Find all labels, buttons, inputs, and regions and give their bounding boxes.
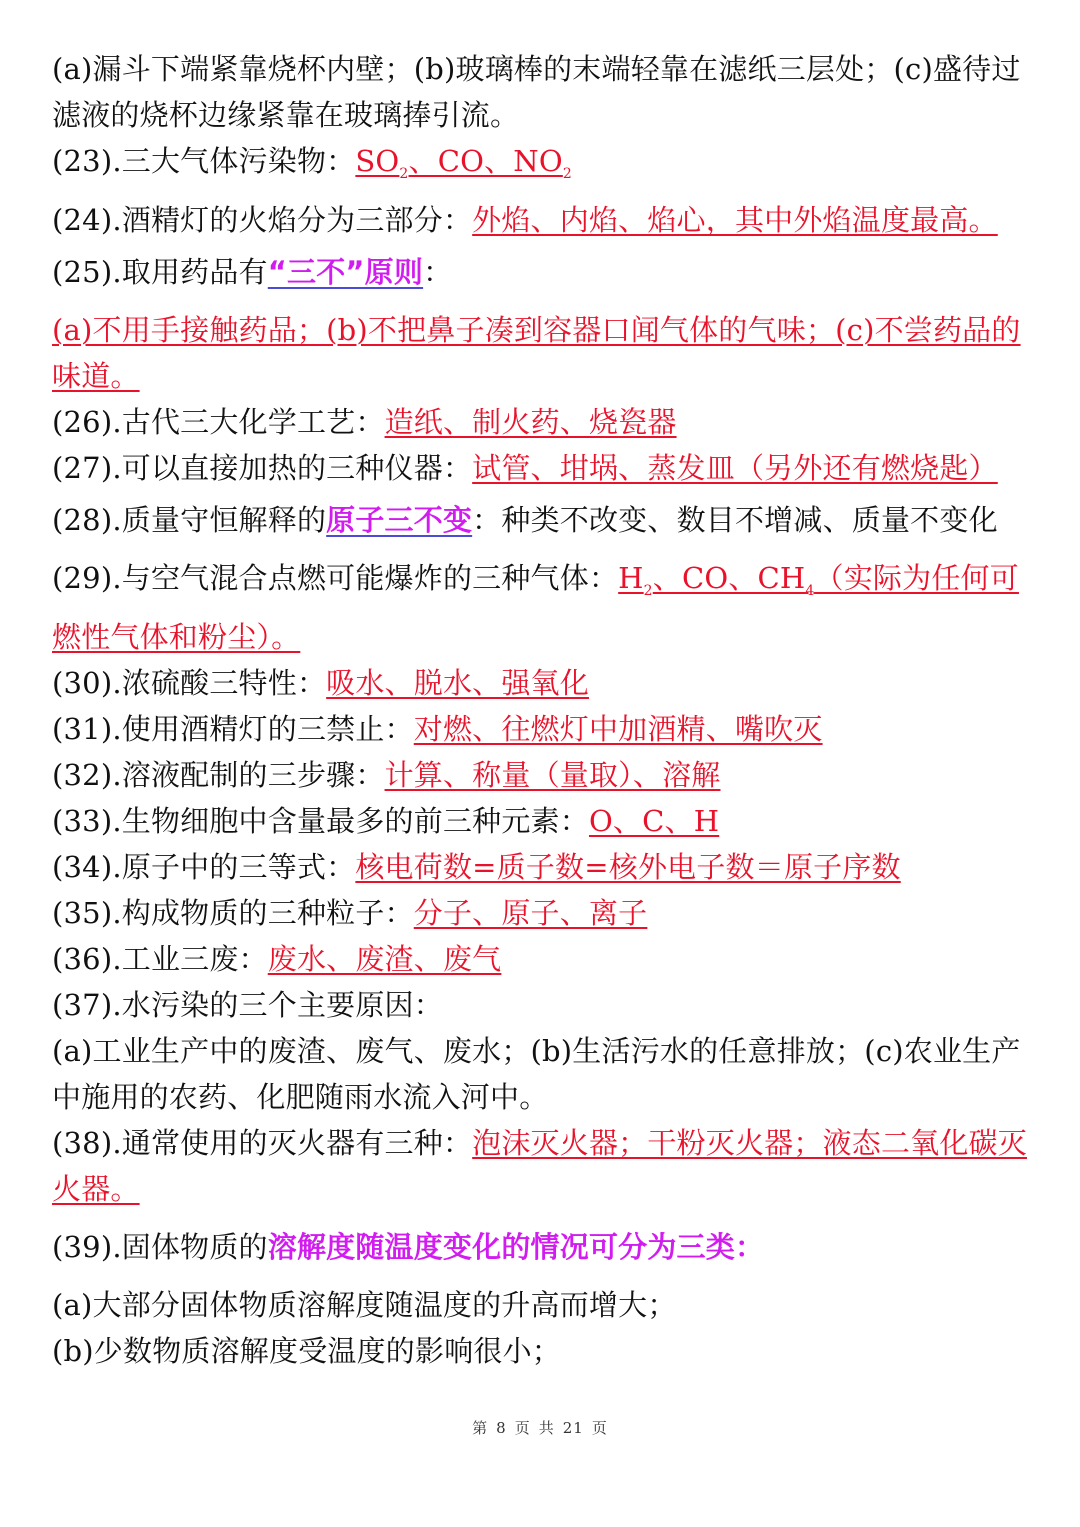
item-38-question: (38).通常使用的灭火器有三种： (52, 1125, 473, 1160)
item-36 (52, 936, 1037, 982)
item-31-question: (31).使用酒精灯的三禁止： (52, 711, 414, 746)
item-27-question: (27).可以直接加热的三种仪器： (52, 450, 473, 485)
item-25-emphasis: “三不”原则 (267, 254, 424, 289)
item-33 (52, 798, 1037, 844)
item-39-a: (a)大部分固体物质溶解度随温度的升高而增大； (52, 1287, 677, 1322)
item-36-question: (36).工业三废： (52, 941, 268, 976)
item-36-answer: 废水、废渣、废气 (267, 941, 502, 976)
item-32-answer: 计算、称量（量取）、溶解 (384, 757, 721, 792)
item-32-question: (32).溶液配制的三步骤： (52, 757, 385, 792)
item-26-answer: 造纸、制火药、烧瓷器 (384, 404, 677, 439)
item-31 (52, 706, 1037, 752)
item-27 (52, 445, 1037, 491)
item-25-question: (25).取用药品有 (52, 254, 268, 289)
item-32 (52, 752, 1037, 798)
item-26 (52, 399, 1037, 445)
item-28-rest: ：种类不改变、数目不增减、质量不变化 (472, 502, 998, 537)
item-22-filtration-text: (a)漏斗下端紧靠烧杯内壁；(b)玻璃棒的末端轻靠在滤纸三层处；(c)盛待过滤液的烧杯边缘紧靠在玻璃捧引流。 (52, 52, 1021, 132)
item-30 (52, 660, 1037, 706)
so2-subscript: 2 (399, 165, 409, 182)
item-25 (52, 249, 1037, 295)
item-35-answer: 分子、原子、离子 (413, 895, 648, 930)
item-30-question: (30).浓硫酸三特性： (52, 665, 327, 700)
item-24-question: (24).酒精灯的火焰分为三部分： (52, 202, 473, 237)
footer-gong: 共 (538, 1419, 555, 1437)
item-39 (52, 1224, 1037, 1270)
footer-di: 第 (472, 1419, 489, 1437)
footer-ye-2: 页 (591, 1419, 608, 1437)
footer-page-number: 8 (496, 1419, 507, 1437)
document-body (52, 46, 1037, 1374)
item-31-answer: 对燃、往燃灯中加酒精、嘴吹灭 (413, 711, 823, 746)
item-23 (52, 138, 1037, 197)
item-38-answer: 泡沫灭火器；干粉灭火器；液态二氧化碳灭火器。 (52, 1125, 1027, 1206)
h2-subscript: 2 (643, 582, 653, 599)
item-27-answer: 试管、坩埚、蒸发皿（另外还有燃烧匙） (472, 450, 998, 485)
item-28 (52, 497, 1037, 543)
item-23-question: (23).三大气体污染物： (52, 144, 356, 178)
item-33-answer: O、C、H (588, 803, 720, 838)
item-39-b: (b)少数物质溶解度受温度的影响很小； (52, 1333, 561, 1368)
item-34 (52, 844, 1037, 890)
ch4-subscript: 4 (805, 582, 815, 599)
item-38 (52, 1120, 1037, 1212)
item-29-question: (29).与空气混合点燃可能爆炸的三种气体： (52, 560, 619, 595)
item-28-question: (28).质量守恒解释的 (52, 502, 327, 537)
co-ch4-text: 、CO、CH (652, 560, 806, 595)
item-30-answer: 吸水、脱水、强氧化 (326, 665, 589, 700)
item-35 (52, 890, 1037, 936)
item-28-emphasis: 原子三不变 (326, 502, 473, 537)
item-29 (52, 555, 1037, 660)
item-37: (37).水污染的三个主要原因： (52, 987, 443, 1022)
co-no2-text: 、CO、NO (408, 144, 563, 178)
item-23-answer (355, 144, 572, 182)
page-footer (0, 1417, 1080, 1438)
item-35-question: (35).构成物质的三种粒子： (52, 895, 414, 930)
item-25-answer: (a)不用手接触药品；(b)不把鼻子凑到容器口闻气体的气味；(c)不尝药品的味道。 (52, 312, 1021, 393)
footer-total-pages: 21 (562, 1419, 584, 1437)
item-33-question: (33).生物细胞中含量最多的前三种元素： (52, 803, 589, 838)
item-26-question: (26).古代三大化学工艺： (52, 404, 385, 439)
item-25-colon: ： (423, 254, 453, 289)
footer-ye: 页 (514, 1419, 531, 1437)
item-39-question: (39).固体物质的 (52, 1229, 268, 1264)
so2-text: SO (355, 144, 400, 178)
item-24 (52, 197, 1037, 243)
item-29-note: （实际为任何可燃性气体和粉尘）。 (52, 560, 1019, 654)
item-25-answer-block (52, 307, 1037, 399)
item-24-answer: 外焰、内焰、焰心，其中外焰温度最高。 (472, 202, 998, 237)
item-34-answer: 核电荷数=质子数=核外电子数＝原子序数 (355, 849, 901, 884)
item-34-question: (34).原子中的三等式： (52, 849, 356, 884)
item-37-body: (a)工业生产中的废渣、废气、废水；(b)生活污水的任意排放；(c)农业生产中施用的农药、化肥随雨水流入河中。 (52, 1033, 1021, 1114)
item-39-emphasis: 溶解度随温度变化的情况可分为三类： (267, 1229, 765, 1264)
h2-text: H (618, 560, 644, 595)
no2-subscript: 2 (562, 165, 572, 182)
